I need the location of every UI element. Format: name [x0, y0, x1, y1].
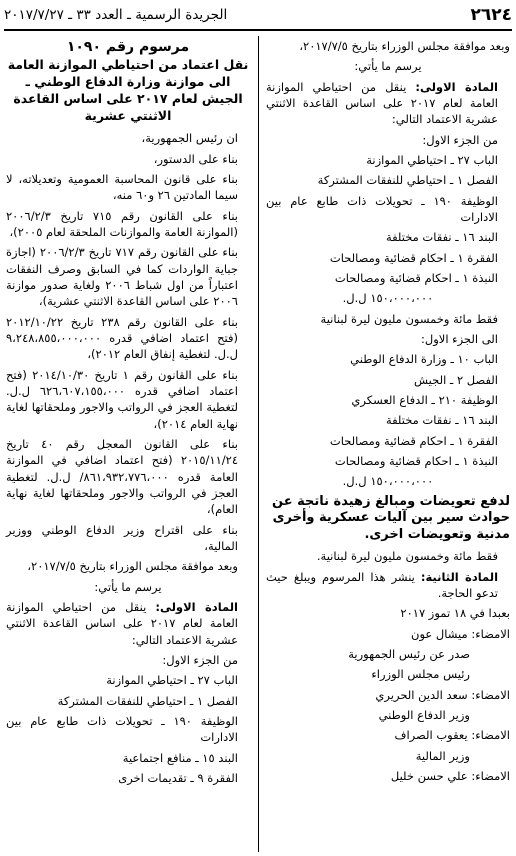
- from-part: من الجزء الاول:: [162, 652, 238, 667]
- preamble-line: بناء على القانون رقم ٧١٥ تاريخ ٢٠٠٦/٢/٣ (الموازنة العامة والموازنات الملحقة لعام ٢٠٠٥)،: [6, 208, 238, 240]
- line-item: الفصل ١ ـ احتياطي للنفقات المشتركة: [57, 693, 238, 708]
- line-item: الفقرة ١ ـ احكام قضائية ومصالحات: [329, 433, 498, 448]
- line-item: الوظيفة ١٩٠ ـ تحويلات ذات طابع عام بين الادارات: [266, 193, 498, 224]
- article-1: [6, 599, 250, 648]
- article-2-text: ينشر هذا المرسوم ويبلغ حيث تدعو الحاجة.: [266, 569, 498, 600]
- preamble-line: بناء على قانون المحاسبة العمومية وتعديلاته، لا سيما المادتين ٢٦ و٦٠ منه،: [6, 172, 238, 203]
- line-item: الوظيفة ١٩٠ ـ تحويلات ذات طابع عام بين الادارات: [6, 713, 238, 745]
- preamble-line: بناء على القانون رقم ١ تاريخ ٢٠١٤/١٠/٣٠ (فتح اعتماد اضافي قدره ٦٢٦،٦٠٧،١٥٥،٠٠٠ ل.ل. لتغطية العجز في الرواتب والاجور وملحقاتها لغاية نهاية العام ٢٠١٤)،: [6, 367, 238, 431]
- line-item: الوظيفة ٢١٠ ـ الدفاع العسكري: [351, 392, 498, 407]
- preamble-line: ان رئيس الجمهورية،: [141, 131, 238, 146]
- amount-1: ١٥٠،٠٠٠،٠٠٠ ل.ل.: [342, 291, 434, 306]
- pm-title: رئيس مجلس الوزراء: [371, 667, 470, 682]
- article-2: [266, 569, 510, 602]
- signing-date: بعبدا في ١٨ تموز ٢٠١٧: [400, 606, 510, 621]
- defense-title: وزير الدفاع الوطني: [378, 707, 470, 722]
- article-1-text: ينقل من احتياطي الموازنة العامة لعام ٢٠١٧ على اساس القاعدة الاثنتي عشرية الاعتماد التالي:: [6, 599, 238, 647]
- line-item: الباب ١٠ ـ وزارة الدفاع الوطني: [350, 352, 498, 367]
- line-item: النبذة ١ ـ احكام قضائية ومصالحات: [334, 270, 498, 285]
- page-number: ٢٦٢٤: [470, 5, 512, 25]
- line-item: النبذة ١ ـ احكام قضائية ومصالحات: [334, 453, 498, 468]
- amount-2: ١٥٠،٠٠٠،٠٠٠ ل.ل.: [342, 474, 434, 489]
- decrees-line: يرسم ما يأتي:: [354, 59, 422, 74]
- preamble-line: بناء على القانون رقم ٢٣٨ تاريخ ٢٠١٢/١٠/٢٢ (فتح اعتماد اضافي قدره ٩،٢٤٨،٨٥٥،٠٠٠،٠٠٠ ل.ل. لتغطية إنفاق العام ٢٠١٢)،: [6, 314, 238, 362]
- line-item: الفصل ٢ ـ الجيش: [414, 372, 498, 387]
- issue-info: الجريدة الرسمية ـ العدد ٣٣ ـ ٢٠١٧/٧/٢٧: [4, 7, 228, 23]
- article-1-label: المادة الاولى:: [155, 599, 238, 614]
- article-1: [266, 79, 510, 128]
- article-1-text: ينقل من احتياطي الموازنة العامة لعام ٢٠١٧ على اساس القاعدة الاثنتي عشرية الاعتماد التالي:: [266, 79, 498, 127]
- header-rule: [4, 29, 512, 31]
- purpose-text: لدفع تعويضات ومبالغ زهيدة ناتجة عن حوادث سير بين آليات عسكرية وأخرى مدنية وتعويضات اخرى.: [272, 493, 510, 543]
- left-column: [6, 38, 250, 790]
- amount-words-1: فقط مائة وخمسون مليون ليرة لبنانية: [320, 311, 498, 326]
- line-item: الباب ٢٧ ـ احتياطي الموازنة: [106, 673, 238, 688]
- line-item: الفقرة ١ ـ احكام قضائية ومصالحات: [329, 250, 498, 265]
- preamble-line: بناء على القانون رقم ٧١٧ تاريخ ٢٠٠٦/٢/٣ (اجازة جباية الواردات كما في السابق وصرف النفقات اعتباراً من اول شباط ٢٠٠٦ ولغاية صدور موازنة ٢٠٠٦ على اساس القاعدة الاثنتي عشرية)،: [6, 245, 238, 309]
- finance-title: وزير المالية: [415, 748, 470, 763]
- column-divider: [258, 36, 259, 852]
- preamble-line: وبعد موافقة مجلس الوزراء بتاريخ ٢٠١٧/٧/٥،: [27, 559, 238, 574]
- decree-number: مرسوم رقم ١٠٩٠: [66, 39, 190, 55]
- preamble-line: بناء على الدستور،: [153, 151, 238, 166]
- to-part: الى الجزء الاول:: [420, 331, 498, 346]
- line-item: الباب ٢٧ ـ احتياطي الموازنة: [366, 152, 498, 167]
- amount-words-2: فقط مائة وخمسون مليون ليرة لبنانية.: [316, 549, 498, 564]
- article-1-label: المادة الاولى:: [415, 79, 498, 94]
- approval-line: وبعد موافقة مجلس الوزراء بتاريخ ٢٠١٧/٧/٥،: [299, 39, 510, 53]
- decree-title: نقل اعتماد من احتياطي الموازنة العامة الى موازنة وزارة الدفاع الوطني ـ الجيش لعام ٢٠١٧ على اساس القاعدة الاثنتي عشرية: [7, 56, 249, 123]
- issued-by: صدر عن رئيس الجمهورية: [348, 646, 470, 661]
- page-header: [4, 2, 512, 28]
- preamble-line: بناء على اقتراح وزير الدفاع الوطني ووزير المالية،: [6, 522, 238, 553]
- line-item: البند ١٦ ـ نفقات مختلفة: [385, 230, 498, 245]
- article-2-label: المادة الثانية:: [420, 569, 499, 584]
- signature-defense: الامضاء: يعقوب الصراف: [394, 728, 510, 743]
- preamble-line: بناء على القانون المعجل رقم ٤٠ تاريخ ٢٠١٥/١١/٢٤ (فتح اعتماد اضافي في الموازنة العامة قدره ٨٦١،٩٣٢،٧٧٦،٠٠٠/ ل.ل. لتغطية العجز في الرواتب والاجور وملحقاتها لغاية نهاية العام)،: [6, 436, 238, 517]
- right-column: [266, 38, 510, 788]
- decree-heading: [6, 38, 250, 124]
- signature-president: الامضاء: ميشال عون: [411, 626, 510, 641]
- line-item: الفقرة ٩ ـ تقديمات اخرى: [118, 770, 238, 785]
- signature-finance: الامضاء: علي حسن خليل: [390, 768, 510, 783]
- line-item: البند ١٦ ـ نفقات مختلفة: [385, 413, 498, 428]
- line-item: البند ١٥ ـ منافع اجتماعية: [122, 750, 238, 765]
- decrees-line: يرسم ما يأتي:: [94, 579, 162, 594]
- from-part: من الجزء الاول:: [422, 132, 498, 147]
- line-item: الفصل ١ ـ احتياطي للنفقات المشتركة: [317, 173, 498, 188]
- signature-pm: الامضاء: سعد الدين الحريري: [375, 687, 510, 702]
